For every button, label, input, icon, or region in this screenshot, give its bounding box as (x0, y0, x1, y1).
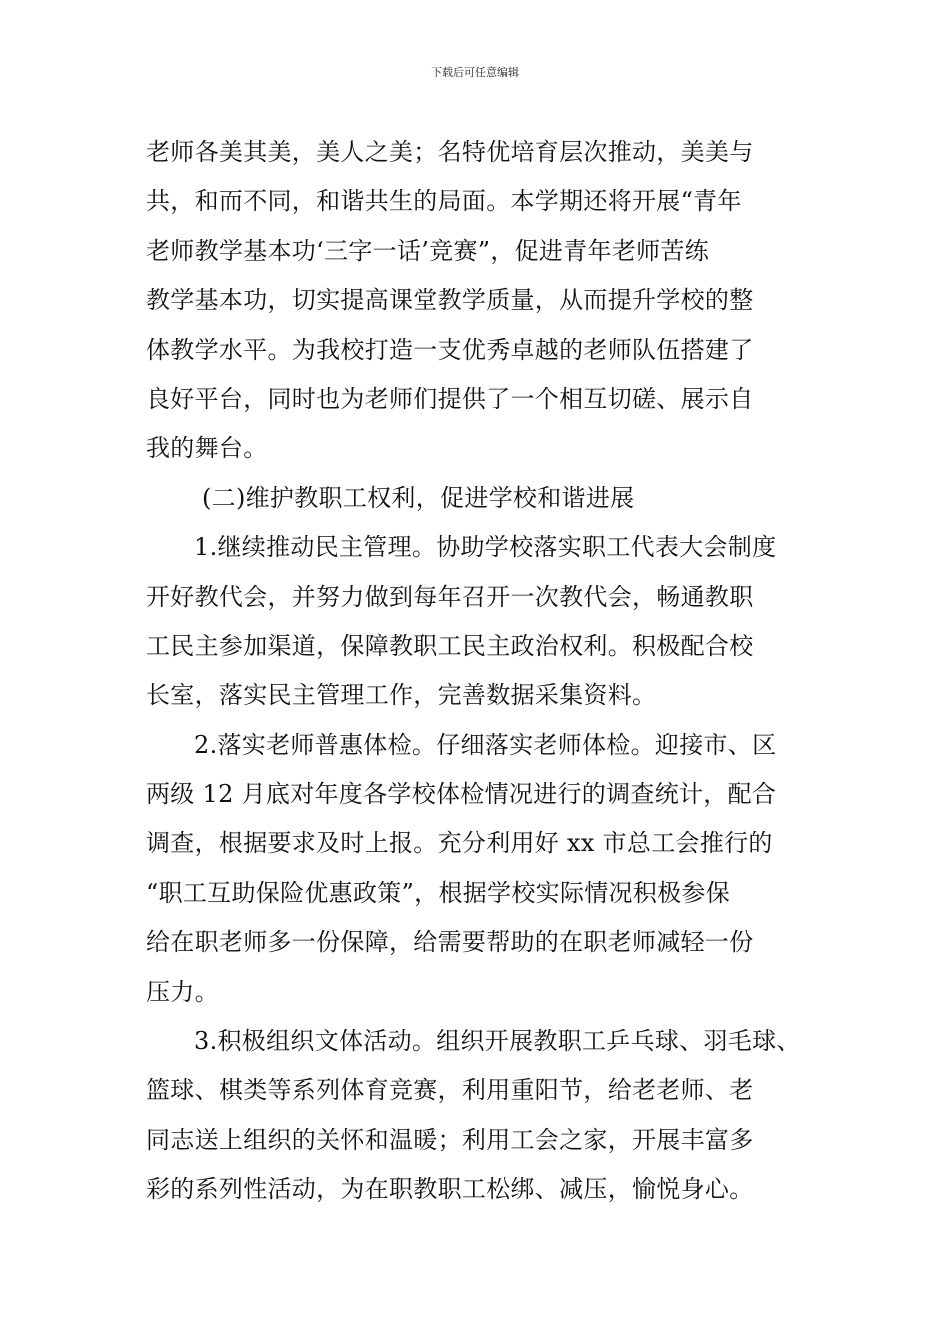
document-body (146, 128, 816, 1215)
page-header: 下载后可任意编辑 (431, 66, 519, 79)
section-heading: (二)维护教职工权利，促进学校和谐进展 (202, 483, 635, 512)
paragraph-line: 良好平台，同时也为老师们提供了一个相互切磋、展示自 (146, 384, 754, 413)
paragraph-line: 共，和而不同，和谐共生的局面。本学期还将开展“青年 (146, 187, 742, 216)
paragraph-line: 老师各美其美，美人之美；名特优培育层次推动，美美与 (146, 138, 754, 166)
paragraph-line: 给在职老师多一份保障，给需要帮助的在职老师减轻一份 (146, 928, 754, 957)
paragraph-line: 压力。 (146, 977, 219, 1006)
paragraph-line: 两级 12 月底对年度各学校体检情况进行的调查统计，配合 (146, 780, 777, 809)
paragraph-line: 调查，根据要求及时上报。充分利用好 xx 市总工会推行的 (146, 829, 773, 858)
paragraph-line: 彩的系列性活动，为在职教职工松绑、减压，愉悦身心。 (146, 1175, 754, 1204)
paragraph-line: 教学基本功，切实提高课堂教学质量，从而提升学校的整 (146, 286, 754, 315)
paragraph-line: 开好教代会，并努力做到每年召开一次教代会，畅通教职 (146, 582, 754, 611)
paragraph-line: 工民主参加渠道，保障教职工民主政治权利。积极配合校 (146, 631, 754, 660)
paragraph-line: 2.落实老师普惠体检。仔细落实老师体检。迎接市、区 (194, 730, 777, 759)
paragraph-line: 篮球、棋类等系列体育竞赛，利用重阳节，给老老师、老 (146, 1076, 754, 1105)
paragraph-line: 我的舞台。 (146, 434, 268, 463)
paragraph-line: 1.继续推动民主管理。协助学校落实职工代表大会制度 (194, 533, 777, 562)
paragraph-line: 老师教学基本功‘三字一话’竞赛”，促进青年老师苦练 (146, 236, 710, 265)
paragraph-line: 同志送上组织的关怀和温暖；利用工会之家，开展丰富多 (146, 1125, 754, 1154)
paragraph-line: 长室，落实民主管理工作，完善数据采集资料。 (146, 681, 657, 710)
paragraph-line: 体教学水平。为我校打造一支优秀卓越的老师队伍搭建了 (146, 335, 754, 364)
paragraph-line: “职工互助保险优惠政策”，根据学校实际情况积极参保 (146, 878, 731, 907)
paragraph-line: 3.积极组织文体活动。组织开展教职工乒乓球、羽毛球、 (194, 1027, 801, 1056)
